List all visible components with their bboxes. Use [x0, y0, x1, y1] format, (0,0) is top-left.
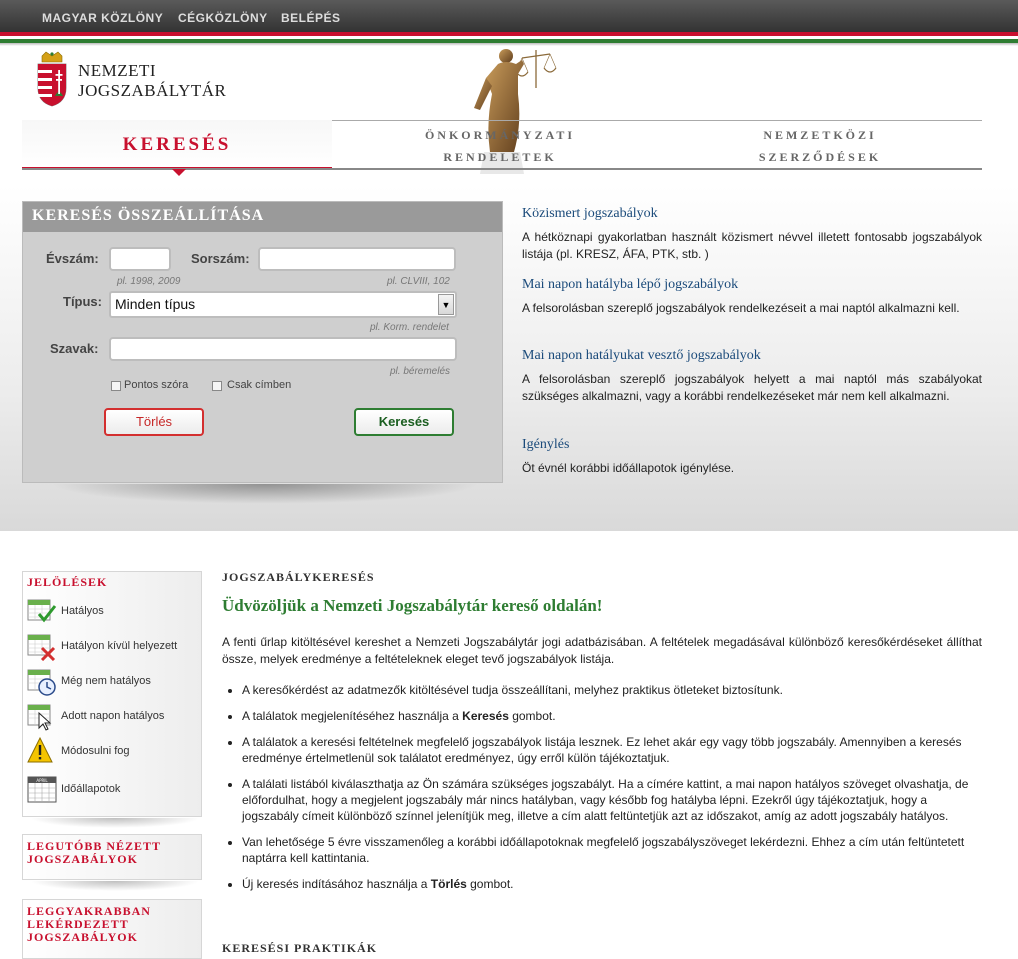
intro-paragraph: A fenti űrlap kitöltésével kereshet a Nemzeti Jogszabálytár jogi adatbázisában. A feltételek megadásával különböző keresőkérdéseket állíthat össze, melyek eredménye a feltételeknek eleget tevő jogszabályok listája. — [222, 635, 982, 666]
section-title: JOGSZABÁLYKERESÉS — [222, 570, 375, 584]
info-hatalyba-lepo — [522, 277, 982, 317]
keresesi-praktikak-title: KERESÉSI PRAKTIKÁK — [222, 941, 378, 955]
tabs-bottom-border — [22, 168, 982, 170]
pontos-szora-checkbox[interactable] — [111, 381, 121, 391]
top-navigation — [0, 0, 1018, 32]
info-kozismert-text: A hétköznapi gyakorlatban használt közismert névvel illetett fontosabb jogszabályok listája (pl. KRESZ, ÁFA, PTK, stb. ) — [522, 230, 982, 261]
szavak-input[interactable] — [109, 337, 457, 361]
tipus-label: Típus: — [63, 294, 102, 309]
tab-onkormanyzati-line-2: RENDELETEK — [443, 150, 557, 164]
tab-kereses-label[interactable]: KERESÉS — [122, 134, 232, 155]
help-item: • A keresőkérdést az adatmezők kitöltésével tudja összeállítani, melyhez praktikus ötleteket biztosítunk. — [242, 682, 982, 698]
help-item — [242, 876, 982, 892]
help-item-bold: Keresés — [462, 709, 509, 723]
mark-idoallapotok — [27, 774, 197, 804]
tab-nemzetkozi-line-1: NEMZETKÖZI — [763, 128, 877, 142]
kereses-button[interactable]: Keresés — [354, 408, 454, 436]
logo-line-2: JOGSZABÁLYTÁR — [78, 81, 227, 100]
legutobb-nezett-line-2[interactable]: JOGSZABÁLYOK — [27, 852, 138, 866]
info-hatalyukat-veszto — [522, 348, 982, 405]
leggyakrabban-panel[interactable] — [22, 899, 202, 959]
jelolesek-panel — [22, 571, 202, 817]
szavak-hint: pl. béremelés — [390, 366, 451, 377]
calendar-cross-icon — [27, 631, 57, 661]
help-item-text: A találatok megjelenítéséhez használja a — [242, 709, 463, 723]
welcome-heading: Üdvözöljük a Nemzeti Jogszabálytár kereső oldalán! — [222, 596, 603, 615]
info-hatalyba-lepo-text: A felsorolásban szereplő jogszabályok rendelkezéseit a mai naptól alkalmazni kell. — [522, 301, 960, 315]
pontos-szora-label[interactable]: Pontos szóra — [124, 379, 189, 391]
tab-nemzetkozi-line-2: SZERZŐDÉSEK — [758, 150, 882, 164]
szavak-label: Szavak: — [50, 341, 99, 356]
nav-magyar-kozlony[interactable]: MAGYAR KÖZLÖNY — [42, 11, 164, 25]
info-kozismert — [522, 206, 982, 263]
leggyakrabban-line-3[interactable]: JOGSZABÁLYOK — [27, 930, 138, 944]
info-igenyles-text: Öt évnél korábbi időállapotok igénylése. — [522, 461, 735, 475]
mark-hatalyos — [27, 596, 197, 626]
csak-cimben-checkbox[interactable] — [212, 381, 222, 391]
torles-button[interactable]: Törlés — [104, 408, 204, 436]
tipus-select[interactable] — [109, 291, 457, 318]
jelolesek-shadow — [30, 818, 200, 828]
help-item-text: gombot. — [466, 877, 514, 891]
mark-adott-napon — [27, 701, 197, 731]
info-igenyles-link[interactable]: Igénylés — [522, 437, 570, 452]
mark-modosulni-fog — [27, 736, 197, 766]
mark-modosulni-fog-label: Módosulni fog — [61, 745, 130, 757]
mark-meg-nem-hatalyos-label: Még nem hatályos — [61, 675, 151, 687]
tab-onkormanyzati-line-1: ÖNKORMÁNYZATI — [424, 128, 576, 142]
help-item — [242, 708, 982, 724]
tipus-selected-value: Minden típus — [115, 296, 196, 312]
warning-icon — [27, 736, 57, 766]
info-hatalyba-lepo-link[interactable]: Mai napon hatályba lépő jogszabályok — [522, 277, 739, 292]
tab-nemzetkozi-szerzodesek[interactable] — [720, 124, 920, 168]
nav-belepes[interactable]: BELÉPÉS — [281, 11, 341, 25]
help-item: • A találati listából kiválaszthatja az Ön számára szükséges jogszabályt. Ha a címére kattint, a mai napon hatályos szöveget olvashatja, de előfordulhat, hogy a megjelent jogszabály már nincs hatályban, vagy később fog hatályba lépni. Ezekről úgy tájékoztatjuk, hogy a jogszabály címeit különböző színnel jelenítjük meg, illetve a cím alatt feltüntetjük azt az időszakot, amíg az adott jogszabály hatályos. — [242, 776, 982, 824]
search-form-title: KERESÉS ÖSSZEÁLLÍTÁSA — [23, 202, 502, 232]
calendar-month-text: APRIL — [36, 778, 48, 783]
active-tab-pointer — [172, 169, 186, 176]
mark-idoallapotok-label: Időállapotok — [61, 783, 121, 795]
info-kozismert-link[interactable]: Közismert jogszabályok — [522, 206, 658, 221]
mark-adott-napon-label: Adott napon hatályos — [61, 710, 165, 722]
sorszam-input[interactable] — [258, 247, 456, 271]
csak-cimben-label[interactable]: Csak címben — [227, 379, 292, 391]
main-content — [222, 570, 982, 902]
evszam-hint: pl. 1998, 2009 — [117, 276, 181, 287]
help-list — [222, 682, 982, 892]
sorszam-hint: pl. CLVIII, 102 — [387, 276, 450, 287]
help-item: • Van lehetősége 5 évre visszamenőleg a korábbi időállapotoknak megfelelő jogszabályszöveget lekérdezni. Ehhez a cím után feltüntetett naptárra kell kattintania. — [242, 834, 982, 866]
calendar-cursor-icon — [27, 701, 57, 731]
mark-hatalyos-label: Hatályos — [61, 605, 104, 617]
mark-hatalyon-kivul — [27, 631, 197, 661]
calendar-check-icon — [27, 596, 57, 626]
info-hatalyukat-veszto-link[interactable]: Mai napon hatályukat vesztő jogszabályok — [522, 348, 761, 363]
calendar-icon — [27, 774, 57, 804]
leggyakrabban-line-2[interactable]: LEKÉRDEZETT — [27, 917, 129, 931]
site-logo-text[interactable] — [78, 61, 226, 101]
legutobb-shadow — [30, 881, 200, 891]
info-igenyles — [522, 437, 982, 477]
chevron-down-icon[interactable]: ▼ — [438, 294, 454, 315]
legutobb-nezett-line-1[interactable]: LEGUTÓBB NÉZETT — [27, 839, 162, 853]
help-item: • A találatok a keresési feltételnek megfelelő jogszabályok listája lesznek. Ez lehet akár egy vagy több jogszabály. Amennyiben a keresés eredménye értelmetlenül sok találatot eredményez, úgy erről külön tájékoztatjuk. — [242, 734, 982, 766]
evszam-input[interactable] — [109, 247, 171, 271]
help-item-bold: Törlés — [430, 877, 467, 891]
tipus-hint: pl. Korm. rendelet — [370, 322, 449, 333]
help-item-text: gombot. — [508, 709, 556, 723]
nav-cegkozlony[interactable]: CÉGKÖZLÖNY — [178, 11, 268, 25]
jelolesek-title: JELÖLÉSEK — [27, 575, 108, 589]
sorszam-label: Sorszám: — [191, 251, 250, 266]
info-hatalyukat-veszto-text: A felsorolásban szereplő jogszabályok helyett a mai naptól más szabályokat szükséges alkalmazni, vagy a korábbi rendelkezéseket már nem kell alkalmazni. — [522, 372, 982, 403]
coat-of-arms-logo[interactable] — [34, 48, 70, 108]
evszam-label: Évszám: — [46, 251, 99, 266]
mark-meg-nem-hatalyos — [27, 666, 197, 696]
mark-hatalyon-kivul-label: Hatályon kívül helyezett — [61, 640, 178, 652]
calendar-clock-icon — [27, 666, 57, 696]
help-item-text: Új keresés indításához használja a — [242, 877, 431, 891]
search-form-panel — [22, 201, 503, 483]
tab-onkormanyzati-rendeletek[interactable] — [400, 124, 600, 168]
legutobb-nezett-panel[interactable] — [22, 834, 202, 880]
logo-line-1: NEMZETI — [78, 61, 157, 80]
search-panel-shadow — [50, 484, 480, 504]
leggyakrabban-line-1[interactable]: LEGGYAKRABBAN — [27, 904, 151, 918]
